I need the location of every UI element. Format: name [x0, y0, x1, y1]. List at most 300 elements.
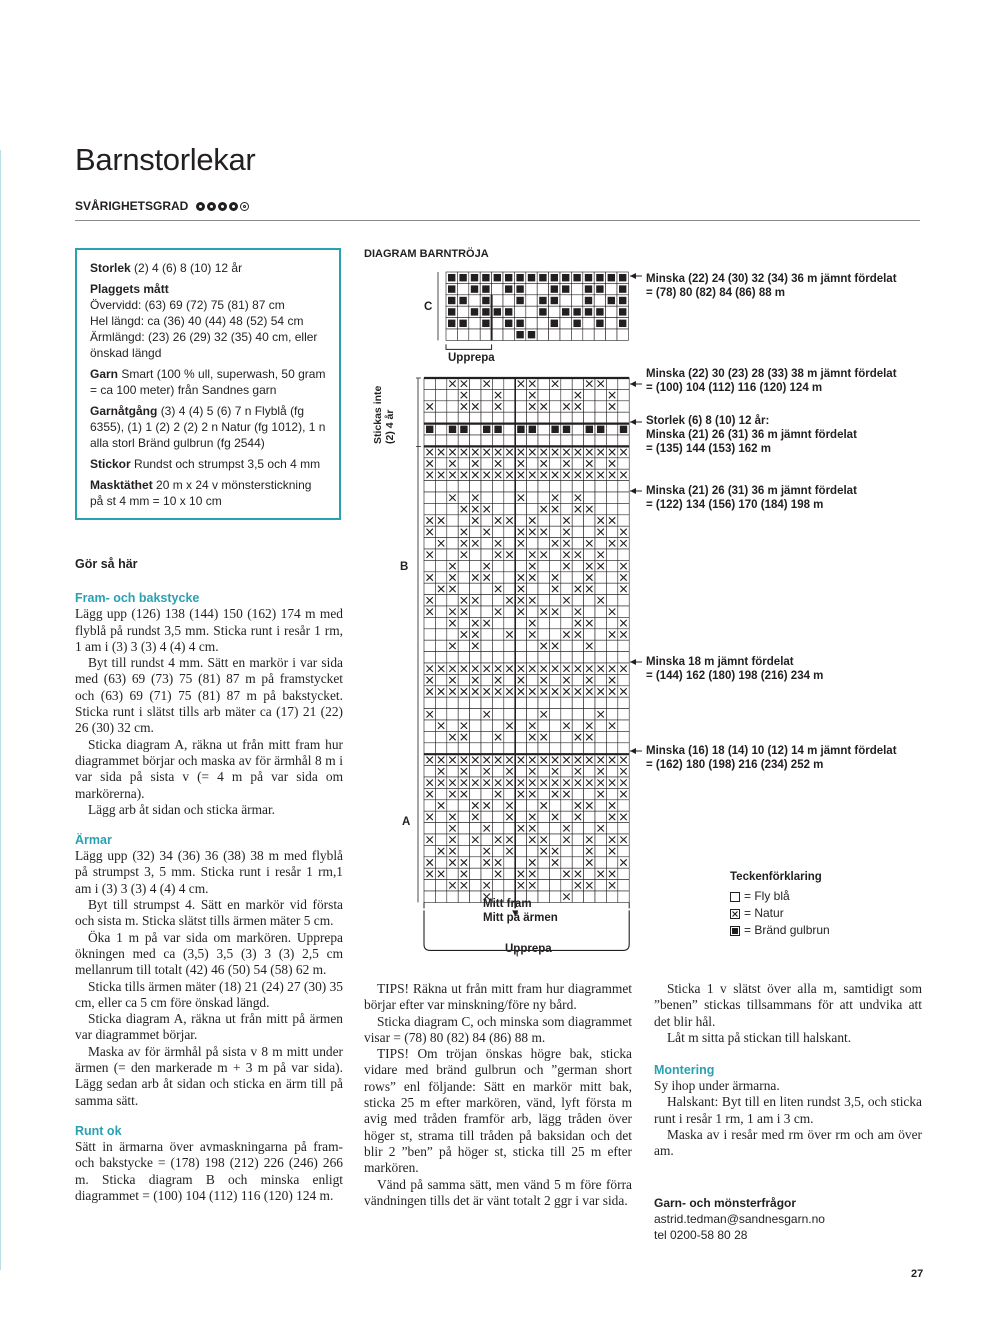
chart-cell	[538, 560, 549, 571]
chart-filled	[596, 274, 603, 281]
chart-cell	[435, 492, 446, 503]
chart-cell	[561, 572, 572, 583]
chart-cell	[549, 412, 560, 423]
chart-cell	[504, 503, 515, 514]
chart-cell	[561, 481, 572, 492]
chart-cell	[515, 766, 526, 777]
chart-cell	[584, 868, 595, 879]
paragraph: Sticka tills ärmen mäter (18) 21 (24) 27 (30) 35 cm, eller ca 5 cm före önskad längd.	[75, 978, 343, 1010]
chart-cell	[549, 800, 560, 811]
chart-cell	[571, 329, 582, 340]
chart-cell	[606, 617, 617, 628]
chart-cell	[527, 492, 538, 503]
chart-cell	[424, 800, 435, 811]
chart-cell	[447, 389, 458, 400]
chart-cell	[606, 329, 617, 340]
chart-cell	[561, 811, 572, 822]
chart-cell	[618, 891, 629, 902]
chart-cell	[584, 389, 595, 400]
chart-cell	[561, 857, 572, 868]
chart-cell	[606, 640, 617, 651]
chart-cell	[538, 857, 549, 868]
chart-cell	[515, 549, 526, 560]
chart-cell	[527, 503, 538, 514]
size-value: (2) 4 (6) 8 (10) 12 år	[134, 261, 243, 275]
chart-cell	[435, 503, 446, 514]
chart-cell	[549, 306, 560, 317]
chart-cell	[549, 697, 560, 708]
chart-cell	[435, 378, 446, 389]
chart-cell	[527, 743, 538, 754]
chart-cell	[470, 743, 481, 754]
chart-cell	[606, 709, 617, 720]
paragraph: TIPS! Räkna ut från mitt fram hur diagrammet börjar efter var minskning/före ny bård.	[364, 981, 632, 1013]
chart-cell	[492, 435, 503, 446]
chart-cell	[606, 526, 617, 537]
chart-cell	[504, 880, 515, 891]
contact-heading: Garn- och mönsterfrågor	[654, 1196, 797, 1210]
chart-cell	[470, 868, 481, 879]
chart-filled	[448, 308, 455, 315]
chart-cell	[470, 606, 481, 617]
chart-cell	[447, 766, 458, 777]
arrow-left-icon	[630, 748, 636, 754]
chart-cell	[435, 560, 446, 571]
chart-filled	[596, 320, 603, 327]
chart-cell	[549, 401, 560, 412]
paragraph: Sticka diagram A, räkna ut från mitt på ärmen var diagrammet börjar.	[75, 1011, 343, 1043]
chart-cell	[571, 283, 582, 294]
chart-cell	[618, 515, 629, 526]
chart-cell	[458, 823, 469, 834]
chart-cell	[595, 834, 606, 845]
chart-cell	[504, 674, 515, 685]
yoke-heading: Runt ok	[75, 1123, 122, 1138]
needles-value: Rundst och strumpst 3,5 och 4 mm	[134, 457, 321, 471]
chart-cell	[561, 492, 572, 503]
chart-cell	[595, 731, 606, 742]
chart-cell	[595, 401, 606, 412]
chart-cell	[424, 640, 435, 651]
chart-cell	[538, 720, 549, 731]
chart-cell	[515, 743, 526, 754]
chart-cell	[538, 595, 549, 606]
chart-cell	[527, 652, 538, 663]
legend-item: = Bränd gulbrun	[730, 922, 830, 939]
measure-line: Ärmlängd: (23) 26 (29) 32 (35) 40 cm, eller önskad längd	[90, 330, 318, 360]
chart-cell	[618, 743, 629, 754]
chart-cell	[538, 617, 549, 628]
chart-cell	[549, 720, 560, 731]
chart-cell	[470, 412, 481, 423]
chart-filled	[619, 274, 626, 281]
paragraph: Sätt in ärmarna över avmaskningarna på fram- och bakstycke = (178) 198 (212) 226 (246) 266 m. Sticka diagram B och minska enligt diagrammet = (100) 104 (112) 116 (120) 124 m.	[75, 1138, 343, 1203]
paragraph: Vänd på samma sätt, men vänd 5 m före förra vändningen tills det är vänt totalt 2 ggr i var sida.	[364, 1176, 632, 1208]
chart-cell	[504, 435, 515, 446]
chart-cell	[492, 560, 503, 571]
chart-cell	[447, 503, 458, 514]
section-label-c: C	[424, 301, 433, 313]
chart-cell	[549, 823, 560, 834]
chart-cell	[458, 492, 469, 503]
chart-cell	[549, 549, 560, 560]
chart-cell	[572, 652, 583, 663]
chart-cell	[572, 640, 583, 651]
chart-cell	[458, 697, 469, 708]
chart-cell	[538, 880, 549, 891]
chart-cell	[561, 389, 572, 400]
chart-cell	[572, 891, 583, 902]
legend-title: Teckenförklaring	[730, 871, 822, 883]
chart-cell	[424, 617, 435, 628]
chart-cell	[435, 731, 446, 742]
chart-cell	[424, 481, 435, 492]
chart-cell	[470, 378, 481, 389]
arrow-left-icon	[630, 273, 636, 279]
chart-cell	[595, 412, 606, 423]
chart-cell	[595, 617, 606, 628]
chart-note: Minska (22) 24 (30) 32 (34) 36 m jämnt fördelat = (78) 80 (82) 84 (86) 88 m	[646, 273, 897, 299]
chart-cell	[572, 674, 583, 685]
chart-cell	[515, 629, 526, 640]
chart-filled	[619, 297, 626, 304]
chart-cell	[424, 652, 435, 663]
chart-cell	[435, 891, 446, 902]
chart-cell	[560, 295, 571, 306]
chart-cell	[549, 329, 560, 340]
difficulty-dot-filled	[218, 202, 227, 211]
paragraph: Sticka diagram A, räkna ut från mitt fram hur diagrammet börjar och maska av för ärmhål 8 m i var sida på sista v (= 4 m på var sida om markörerna).	[75, 736, 343, 801]
chart-cell	[504, 458, 515, 469]
chart-filled	[562, 274, 569, 281]
measure-line: Hel längd: ca (36) 40 (44) 48 (52) 54 cm	[90, 314, 304, 328]
column-1	[75, 556, 343, 1204]
chart-filled	[448, 274, 455, 281]
chart-cell	[447, 709, 458, 720]
chart-filled	[585, 308, 592, 315]
chart-cell	[537, 283, 548, 294]
chart-cell	[595, 880, 606, 891]
chart-cell	[561, 435, 572, 446]
assembly-heading: Montering	[654, 1063, 715, 1078]
chart-cell	[572, 845, 583, 856]
chart-cell	[538, 629, 549, 640]
chart-cell	[458, 800, 469, 811]
chart-cell	[618, 823, 629, 834]
repeat-bracket	[446, 344, 492, 349]
chart-cell	[549, 652, 560, 663]
chart-cell	[504, 572, 515, 583]
chart-cell	[504, 640, 515, 651]
chart-cell	[435, 481, 446, 492]
chart-cell	[549, 880, 560, 891]
chart-cell	[549, 435, 560, 446]
chart-cell	[595, 538, 606, 549]
chart-cell	[435, 389, 446, 400]
chart-cell	[481, 595, 492, 606]
chart-filled	[460, 426, 467, 433]
cross-square-icon	[730, 909, 740, 919]
chart-cell	[424, 720, 435, 731]
chart-cell	[503, 329, 514, 340]
chart-cell	[458, 560, 469, 571]
chart-cell	[435, 652, 446, 663]
chart-cell	[561, 731, 572, 742]
chart-cell	[435, 674, 446, 685]
chart-cell	[481, 640, 492, 651]
chart-cell	[538, 515, 549, 526]
chart-cell	[457, 283, 468, 294]
chart-cell	[606, 595, 617, 606]
chart-cell	[492, 629, 503, 640]
chart-cell	[447, 481, 458, 492]
chart-cell	[618, 412, 629, 423]
chart-cell	[424, 891, 435, 902]
chart-cell	[481, 652, 492, 663]
chart-cell	[481, 834, 492, 845]
chart-cell	[515, 709, 526, 720]
chart-cell	[481, 458, 492, 469]
chart-cell	[458, 515, 469, 526]
chart-cell	[514, 306, 525, 317]
chart-cell	[526, 318, 537, 329]
chart-cell	[584, 401, 595, 412]
chart-cell	[572, 560, 583, 571]
chart-cell	[435, 412, 446, 423]
chart-cell	[447, 720, 458, 731]
chart-cell	[470, 731, 481, 742]
chart-filled	[529, 426, 536, 433]
chart-filled	[619, 308, 626, 315]
chart-cell	[424, 697, 435, 708]
chart-cell	[504, 583, 515, 594]
chart-cell	[561, 845, 572, 856]
chart-cell	[515, 435, 526, 446]
chart-cell	[435, 811, 446, 822]
chart-filled	[551, 297, 558, 304]
chart-cell	[549, 515, 560, 526]
chart-cell	[538, 424, 549, 435]
paragraph: Halskant: Byt till en liten rundst 3,5, och sticka runt i resår 1 rm, 1 am i 3 cm.	[654, 1094, 922, 1126]
chart-cell	[470, 424, 481, 435]
chart-filled	[562, 285, 569, 292]
chart-cell	[447, 629, 458, 640]
chart-cell	[527, 538, 538, 549]
chart-filled	[516, 274, 523, 281]
chart-cell	[538, 378, 549, 389]
chart-filled	[448, 320, 455, 327]
chart-cell	[537, 329, 548, 340]
needles-label: Stickor	[90, 457, 131, 471]
chart-cell	[424, 845, 435, 856]
chart-cell	[538, 435, 549, 446]
chart-cell	[618, 606, 629, 617]
arrow-left-icon	[630, 488, 636, 494]
chart-filled	[539, 308, 546, 315]
chart-cell	[447, 891, 458, 902]
chart-cell	[435, 606, 446, 617]
chart-cell	[538, 788, 549, 799]
chart-cell	[435, 595, 446, 606]
chart-cell	[571, 295, 582, 306]
chart-cell	[470, 709, 481, 720]
chart-filled	[539, 297, 546, 304]
chart-cell	[515, 834, 526, 845]
chart-cell	[572, 823, 583, 834]
chart-cell	[618, 640, 629, 651]
chart-cell	[584, 515, 595, 526]
chart-cell	[527, 412, 538, 423]
chart-cell	[595, 674, 606, 685]
chart-filled	[551, 320, 558, 327]
chart-cell	[515, 720, 526, 731]
chart-cell	[538, 412, 549, 423]
chart-cell	[504, 709, 515, 720]
chart-cell	[481, 389, 492, 400]
chart-cell	[447, 515, 458, 526]
paragraph: Öka 1 m på var sida om markören. Upprepa ökningen med ca (3,5) 3,5 (3) 3 (3) 2,5 cm mellanrum till totalt (42) 46 (50) 54 (58) 62 m.	[75, 929, 343, 978]
contact-email[interactable]: astrid.tedman@sandnesgarn.no	[654, 1212, 825, 1226]
chart-filled	[585, 274, 592, 281]
chart-cell	[595, 652, 606, 663]
chart-cell	[470, 526, 481, 537]
chart-cell	[584, 629, 595, 640]
chart-cell	[492, 617, 503, 628]
chart-cell	[549, 560, 560, 571]
chart-cell	[572, 538, 583, 549]
chart-cell	[458, 845, 469, 856]
chart-cell	[458, 891, 469, 902]
chart-cell	[435, 697, 446, 708]
chart-cell	[435, 743, 446, 754]
chart-cell	[447, 743, 458, 754]
chart-cell	[515, 697, 526, 708]
chart-cell	[424, 412, 435, 423]
chart-cell	[515, 515, 526, 526]
chart-filled	[459, 297, 466, 304]
chart-cell	[618, 389, 629, 400]
chart-cell	[458, 709, 469, 720]
chart-cell	[595, 481, 606, 492]
chart-cell	[492, 811, 503, 822]
chart-cell	[446, 329, 457, 340]
chart-cell	[481, 538, 492, 549]
chart-cell	[492, 709, 503, 720]
chart-cell	[515, 560, 526, 571]
chart-cell	[424, 378, 435, 389]
contact-phone: tel 0200-58 80 28	[654, 1228, 748, 1242]
chart-cell	[618, 503, 629, 514]
chart-cell	[458, 617, 469, 628]
chart-filled	[573, 308, 580, 315]
chart-cell	[618, 481, 629, 492]
chart-cell	[492, 743, 503, 754]
chart-cell	[606, 697, 617, 708]
chart-cell	[618, 868, 629, 879]
chart-cell	[480, 329, 491, 340]
chart-cell	[572, 435, 583, 446]
chart-cell	[618, 731, 629, 742]
chart-filled	[608, 274, 615, 281]
paragraph: Sticka diagram C, och minska som diagrammet visar = (78) 80 (82) 84 (86) 88 m.	[364, 1013, 632, 1045]
chart-cell	[527, 606, 538, 617]
chart-cell	[584, 492, 595, 503]
chart-cell	[606, 318, 617, 329]
chart-cell	[584, 766, 595, 777]
chart-cell	[572, 412, 583, 423]
chart-cell	[458, 481, 469, 492]
chart-cell	[481, 481, 492, 492]
chart-cell	[515, 857, 526, 868]
chart-cell	[572, 857, 583, 868]
chart-cell	[618, 674, 629, 685]
chart-cell	[618, 549, 629, 560]
chart-cell	[504, 526, 515, 537]
chart-cell	[549, 458, 560, 469]
paragraph: Låt m sitta på stickan till halskant.	[667, 1029, 852, 1045]
chart-cell	[606, 891, 617, 902]
chart-cell	[595, 503, 606, 514]
chart-cell	[458, 458, 469, 469]
chart-cell	[424, 538, 435, 549]
chart-cell	[470, 560, 481, 571]
chart-cell	[549, 891, 560, 902]
chart-cell	[481, 412, 492, 423]
chart-cell	[515, 811, 526, 822]
chart-cell	[561, 880, 572, 891]
center-front-label: Mitt fram	[483, 898, 532, 910]
chart-filled	[448, 297, 455, 304]
page-number: 27	[911, 1268, 924, 1280]
column-2	[364, 981, 632, 1209]
difficulty-dot-filled	[207, 202, 216, 211]
chart-cell	[561, 743, 572, 754]
chart-filled	[573, 320, 580, 327]
chart-cell	[595, 583, 606, 594]
difficulty-dot-empty	[240, 202, 249, 211]
chart-cell	[618, 492, 629, 503]
chart-cell	[504, 560, 515, 571]
chart-cell	[584, 652, 595, 663]
chart-cell	[572, 595, 583, 606]
chart-cell	[617, 329, 628, 340]
chart-cell	[549, 595, 560, 606]
chart-cell	[538, 823, 549, 834]
chart-cell	[492, 800, 503, 811]
chart-filled	[448, 285, 455, 292]
chart-cell	[435, 857, 446, 868]
not-knit-label: Stickas inte (2) 4 år	[372, 385, 396, 444]
chart-cell	[470, 880, 481, 891]
chart-cell	[492, 823, 503, 834]
repeat-label-top: Upprepa	[448, 352, 495, 364]
chart-cell	[458, 652, 469, 663]
chart-cell	[538, 492, 549, 503]
filled-square-icon	[730, 926, 740, 936]
chart-cell	[572, 720, 583, 731]
info-box	[75, 248, 341, 520]
chart-cell	[435, 572, 446, 583]
chart-cell	[527, 800, 538, 811]
chart-filled	[539, 274, 546, 281]
chart-cell	[447, 538, 458, 549]
difficulty-dot-filled	[229, 202, 238, 211]
legend-item: = Natur	[730, 905, 830, 922]
chart-cell	[481, 743, 492, 754]
chart-cell	[584, 709, 595, 720]
chart-cell	[572, 834, 583, 845]
chart-filled	[482, 320, 489, 327]
